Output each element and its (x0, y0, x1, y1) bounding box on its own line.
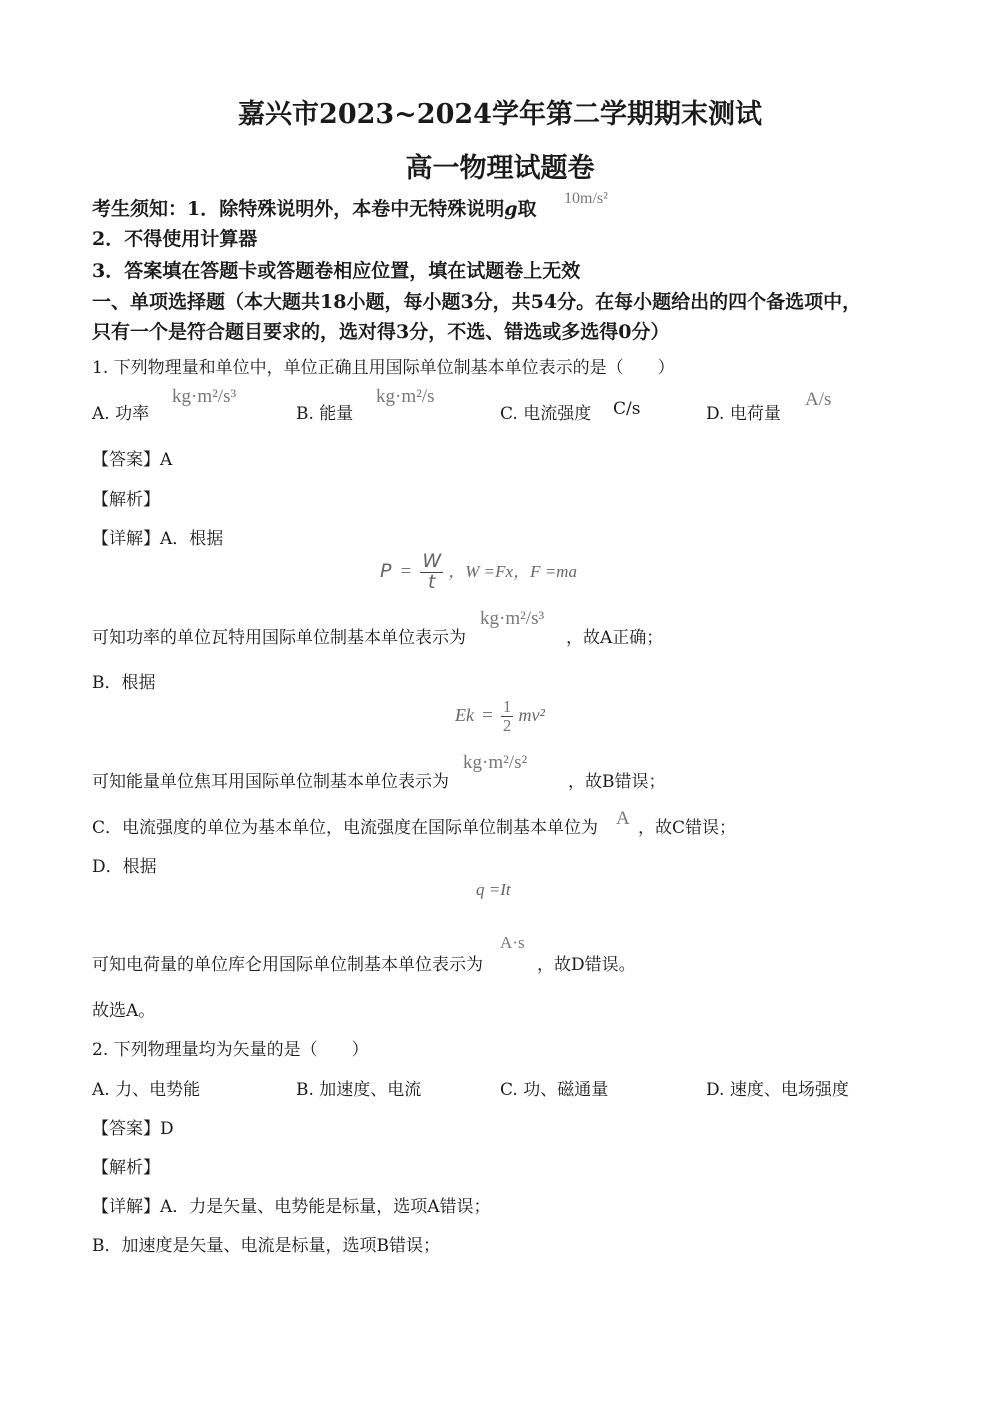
q2-option-c: C. 功、磁通量 (500, 1080, 609, 1100)
q1-conclusion-b-text: 可知能量单位焦耳用国际单位制基本单位表示为 (92, 772, 449, 792)
q2-option-d: D. 速度、电场强度 (706, 1080, 849, 1100)
q2-answer: 【答案】D (92, 1119, 174, 1139)
q1-conclusion-d-text: 可知电荷量的单位库仑用国际单位制基本单位表示为 (92, 955, 483, 975)
q1-option-d-label: D. 电荷量 (706, 404, 781, 424)
formula-fraction (420, 552, 443, 593)
formula-ek: Ek (455, 704, 474, 725)
formula-energy (455, 698, 545, 735)
q1-b-intro: B．根据 (92, 673, 156, 693)
notice-g-symbol: g (504, 198, 518, 220)
q2-stem: 2. 下列物理量均为矢量的是（ ） (92, 1040, 369, 1060)
notice-line-1 (92, 194, 537, 221)
formula-b-eq: = (482, 704, 493, 726)
q1-conclusion-a-text: 可知功率的单位瓦特用国际单位制基本单位表示为 (92, 628, 466, 648)
page-subtitle: 高一物理试题卷 (405, 153, 595, 184)
q1-conclusion-b-unit: kg·m²/s² (463, 752, 528, 773)
page-title: 嘉兴市2023~2024学年第二学期期末测试 (238, 99, 762, 130)
formula-b-fraction (501, 698, 514, 735)
q1-c-post: ，故C错误； (638, 818, 737, 838)
section-heading-line-1: 一、单项选择题（本大题共18小题，每小题3分，共54分。在每小题给出的四个备选项中， (92, 291, 862, 313)
formula-rest: ，W =Fx，F =ma (448, 561, 577, 581)
q1-analysis: 【解析】 (92, 490, 160, 510)
formula-b-denominator: 2 (502, 715, 512, 735)
q1-option-c-unit: C/s (613, 399, 641, 419)
q1-c-text: C．电流强度的单位为基本单位，电流强度在国际单位制基本单位为 (92, 818, 599, 838)
notice-g-value: 10m/s² (564, 190, 608, 207)
q1-answer: 【答案】A (92, 450, 173, 470)
q1-d-intro: D．根据 (92, 857, 157, 877)
notice-line-3: 3．答案填在答题卡或答题卷相应位置，填在试题卷上无效 (92, 260, 581, 282)
q2-option-b: B. 加速度、电流 (296, 1080, 422, 1100)
formula-eq: = (400, 560, 412, 582)
q1-final: 故选A。 (92, 1001, 156, 1021)
formula-b-rest: mv² (518, 704, 545, 725)
q2-detail-a: 【详解】A．力是矢量、电势能是标量，选项A错误； (92, 1197, 491, 1217)
q1-option-b-label: B. 能量 (296, 404, 354, 424)
notice-line-2: 2．不得使用计算器 (92, 228, 258, 250)
formula-power (380, 552, 577, 593)
q1-conclusion-a-post: ，故A正确； (566, 628, 664, 648)
q1-c-unit: A (616, 808, 630, 829)
q2-analysis: 【解析】 (92, 1158, 160, 1178)
q1-option-a-unit: kg·m²/s³ (172, 386, 237, 407)
q1-option-a-label: A. 功率 (92, 404, 150, 424)
q1-option-b-unit: kg·m²/s (376, 386, 435, 407)
q1-conclusion-b-post: ，故B错误； (568, 772, 666, 792)
q1-conclusion-d-unit: A·s (500, 933, 525, 952)
q1-option-d-unit: A/s (805, 389, 832, 410)
q1-conclusion-a-unit: kg·m²/s³ (480, 608, 545, 629)
q1-detail-a: 【详解】A．根据 (92, 529, 224, 549)
notice-take: 取 (517, 198, 537, 220)
formula-p: P (380, 559, 392, 582)
q1-conclusion-d-post: ，故D错误。 (537, 955, 636, 975)
q1-option-c-label: C. 电流强度 (500, 404, 592, 424)
section-heading-line-2: 只有一个是符合题目要求的，选对得3分，不选、错选或多选得0分） (92, 321, 670, 343)
formula-numerator: W (422, 550, 442, 572)
q2-option-a: A. 力、电势能 (92, 1080, 201, 1100)
q1-stem: 1. 下列物理量和单位中，单位正确且用国际单位制基本单位表示的是（ ） (92, 358, 675, 378)
q2-detail-b: B．加速度是矢量、电流是标量，选项B错误； (92, 1236, 440, 1256)
formula-denominator: t (428, 570, 436, 593)
notice-line-1-text: 考生须知：1．除特殊说明外，本卷中无特殊说明 (92, 198, 505, 220)
formula-charge: q =It (476, 880, 511, 899)
formula-b-numerator: 1 (502, 697, 512, 716)
